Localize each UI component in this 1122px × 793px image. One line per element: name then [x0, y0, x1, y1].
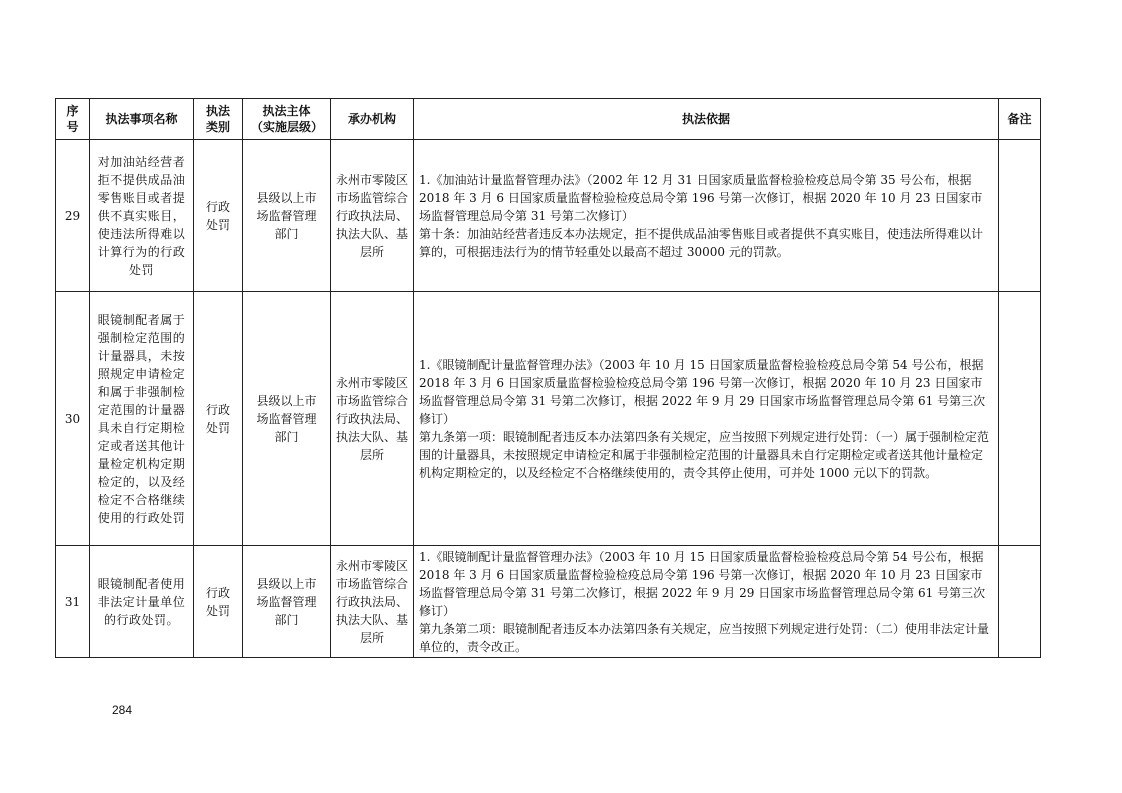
row-agency: 永州市零陵区市场监管综合行政执法局、执法大队、基层所 [331, 546, 414, 658]
basis-paragraph: 第九条第二项：眼镜制配者违反本办法第四条有关规定，应当按照下列规定进行处罚：（二）使用非法定计量单位的，责令改正。 [419, 621, 990, 654]
header-subject: 执法主体（实施层级） [243, 99, 331, 140]
row-category: 行政处罚 [194, 292, 243, 546]
table-row [56, 292, 1041, 546]
row-basis [414, 140, 999, 292]
row-category: 行政处罚 [194, 140, 243, 292]
row-no: 29 [56, 140, 90, 292]
row-remark [999, 140, 1041, 292]
row-agency: 永州市零陵区市场监管综合行政执法局、执法大队、基层所 [331, 292, 414, 546]
table-row [56, 140, 1041, 292]
header-category: 执法类别 [194, 99, 243, 140]
row-basis [414, 292, 999, 546]
page-number: 284 [112, 703, 133, 717]
row-remark [999, 292, 1041, 546]
row-item-name: 眼镜制配者使用非法定计量单位的行政处罚。 [90, 546, 194, 658]
enforcement-items-table [55, 98, 1041, 658]
row-basis [414, 546, 999, 658]
table-row [56, 546, 1041, 658]
header-name: 执法事项名称 [90, 99, 194, 140]
header-agency: 承办机构 [331, 99, 414, 140]
row-item-name: 眼镜制配者属于强制检定范围的计量器具，未按照规定申请检定和属于非强制检定范围的计量器具未自行定期检定或者送其他计量检定机构定期检定的，以及经检定不合格继续使用的行政处罚 [90, 292, 194, 546]
basis-paragraph: 第九条第一项：眼镜制配者违反本办法第四条有关规定，应当按照下列规定进行处罚：（一）属于强制检定范围的计量器具，未按照规定申请检定和属于非强制检定范围的计量器具未自行定期检定或者送其他计量检定机构定期检定的，以及经检定不合格继续使用的，责令其停止使用，可并处 1000 元以下的罚款。 [419, 429, 990, 480]
row-agency: 永州市零陵区市场监管综合行政执法局、执法大队、基层所 [331, 140, 414, 292]
basis-paragraph: 1.《眼镜制配计量监督管理办法》（2003 年 10 月 15 日国家质量监督检验检疫总局令第 54 号公布，根据 2018 年 3 月 6 日国家质量监督检验检疫总局令第 196 号第一次修订，根据 2020 年 10 月 23 日国家市场监督管理总局令第 31 号第二次修订，根据 2022 年 9 月 29 日国家市场监督管理总局令第 61 号第三次修订） [419, 357, 986, 426]
row-no: 31 [56, 546, 90, 658]
table-header-row [56, 99, 1041, 140]
row-no: 30 [56, 292, 90, 546]
basis-paragraph: 第十条：加油站经营者违反本办法规定，拒不提供成品油零售账目或者提供不真实账目，使违法所得难以计算的，可根据违法行为的情节轻重处以最高不超过 30000 元的罚款。 [419, 226, 984, 259]
row-category: 行政处罚 [194, 546, 243, 658]
basis-paragraph: 1.《加油站计量监督管理办法》（2002 年 12 月 31 日国家质量监督检验检疫总局令第 35 号公布，根据 2018 年 3 月 6 日国家质量监督检验检疫总局令第 196 号第一次修订，根据 2020 年 10 月 23 日国家市场监督管理总局令第 31 号第二次修订） [419, 172, 983, 223]
row-item-name: 对加油站经营者拒不提供成品油零售账目或者提供不真实账目，使违法所得难以计算行为的行政处罚 [90, 140, 194, 292]
header-remark: 备注 [999, 99, 1041, 140]
header-no: 序号 [56, 99, 90, 140]
row-subject: 县级以上市场监督管理部门 [243, 292, 331, 546]
header-basis: 执法依据 [414, 99, 999, 140]
row-remark [999, 546, 1041, 658]
row-subject: 县级以上市场监督管理部门 [243, 546, 331, 658]
basis-paragraph: 1.《眼镜制配计量监督管理办法》（2003 年 10 月 15 日国家质量监督检验检疫总局令第 54 号公布，根据 2018 年 3 月 6 日国家质量监督检验检疫总局令第 196 号第一次修订，根据 2020 年 10 月 23 日国家市场监督管理总局令第 31 号第二次修订，根据 2022 年 9 月 29 日国家市场监督管理总局令第 61 号第三次修订） [419, 549, 986, 618]
row-subject: 县级以上市场监督管理部门 [243, 140, 331, 292]
